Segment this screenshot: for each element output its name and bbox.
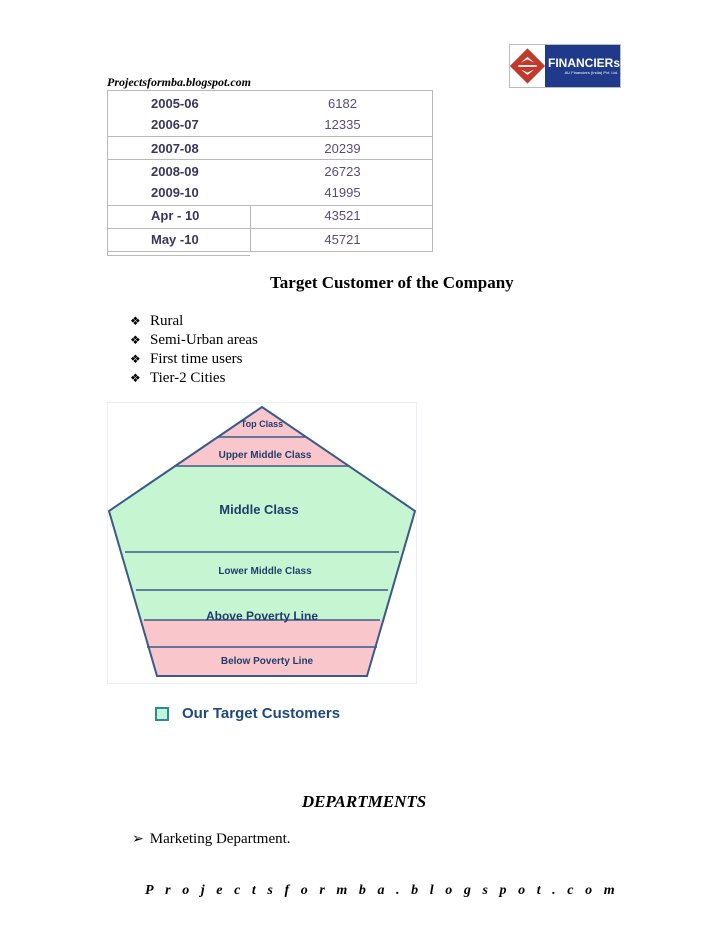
diamond-bullet-icon: ❖ [130,352,141,366]
year-cell: Apr - 10 [151,208,200,223]
table-border [107,90,433,91]
table-border [107,255,250,256]
value-cell: 6182 [328,96,357,111]
list-item [130,312,258,331]
logo-title: FINANCIERs [547,55,620,70]
diamond-bullet-icon: ❖ [130,333,141,347]
list-item [130,331,258,350]
layer-label: Upper Middle Class [218,450,312,461]
list-item-label: First time users [150,351,243,367]
year-cell: May -10 [151,232,199,247]
table-row [107,137,433,160]
diamond-bullet-icon: ❖ [130,371,141,385]
year-cell: 2007-08 [151,141,199,156]
table-row [107,204,433,227]
value-cell: 43521 [324,208,361,223]
layer-label: Lower Middle Class [218,566,312,577]
value-cell: 20239 [324,141,361,156]
list-item [130,350,258,369]
value-cell: 45721 [324,232,361,247]
section-title-departments: DEPARTMENTS [301,792,427,811]
list-item-label: Semi-Urban areas [150,332,258,348]
customer-pyramid-diagram [107,402,417,684]
value-cell: 41995 [324,185,361,200]
list-item [130,369,258,388]
layer-label: Above Poverty Line [205,609,319,623]
layer-label: Below Poverty Line [220,656,314,667]
table-row [107,113,433,136]
list-item-label: Marketing Department. [149,831,291,847]
year-cell: 2005-06 [151,96,199,111]
logo-text [545,45,620,87]
layer-label: Middle Class [219,502,299,517]
company-logo [509,44,621,88]
value-cell: 12335 [324,117,361,132]
layer-label: Top Class [240,419,284,429]
site-header: Projectsformba.blogspot.com [107,75,251,89]
logo-subtitle: AU Financiers (India) Pvt. Ltd. [564,69,618,75]
table-row [107,228,433,251]
financiers-logo-icon [510,45,545,87]
table-row [107,92,433,115]
legend-swatch [155,707,169,721]
table-row [107,181,433,204]
list-item [132,831,291,848]
section-title-target: Target Customer of the Company [270,273,514,292]
diagram-legend [155,705,340,722]
target-list [130,312,258,388]
legend-label: Our Target Customers [182,705,341,722]
year-cell: 2008-09 [151,164,199,179]
list-item-label: Tier-2 Cities [150,370,226,386]
arrow-bullet-icon: ➢ [132,832,144,847]
table-border [107,251,433,252]
page-footer: Projectsformba.blogspot.com [145,883,627,898]
year-cell: 2009-10 [151,185,199,200]
diamond-bullet-icon: ❖ [130,314,141,328]
value-cell: 26723 [324,164,361,179]
year-cell: 2006-07 [151,117,199,132]
table-row [107,160,433,183]
list-item-label: Rural [150,313,184,329]
